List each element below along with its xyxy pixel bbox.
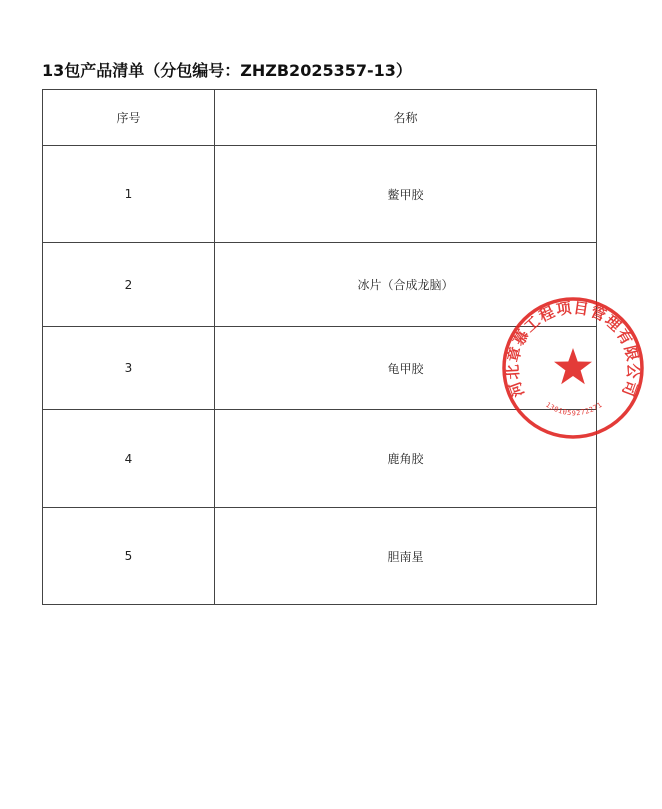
row-serial-number: 4: [43, 410, 215, 508]
row-serial-number: 5: [43, 508, 215, 605]
row-product-name: 鳖甲胶: [215, 146, 597, 243]
row-product-name: 龟甲胶: [215, 327, 597, 410]
table-row: [43, 508, 597, 605]
table-row: [43, 146, 597, 243]
header-serial-number: 序号: [43, 90, 215, 146]
seal-code: 1301059272271: [544, 400, 604, 418]
row-serial-number: 1: [43, 146, 215, 243]
document-title: 13包产品清单（分包编号：ZHZB2025357-13）: [42, 61, 412, 80]
seal-org-name: 河北章慕工程项目管理有限公司: [503, 298, 643, 400]
row-product-name: 胆南星: [215, 508, 597, 605]
row-serial-number: 3: [43, 327, 215, 410]
row-serial-number: 2: [43, 243, 215, 327]
table-header-row: [43, 90, 597, 146]
header-product-name: 名称: [215, 90, 597, 146]
row-product-name: 鹿角胶: [215, 410, 597, 508]
star-icon: [554, 348, 592, 384]
row-product-name: 冰片（合成龙脑）: [215, 243, 597, 327]
company-seal-stamp: [500, 295, 646, 441]
